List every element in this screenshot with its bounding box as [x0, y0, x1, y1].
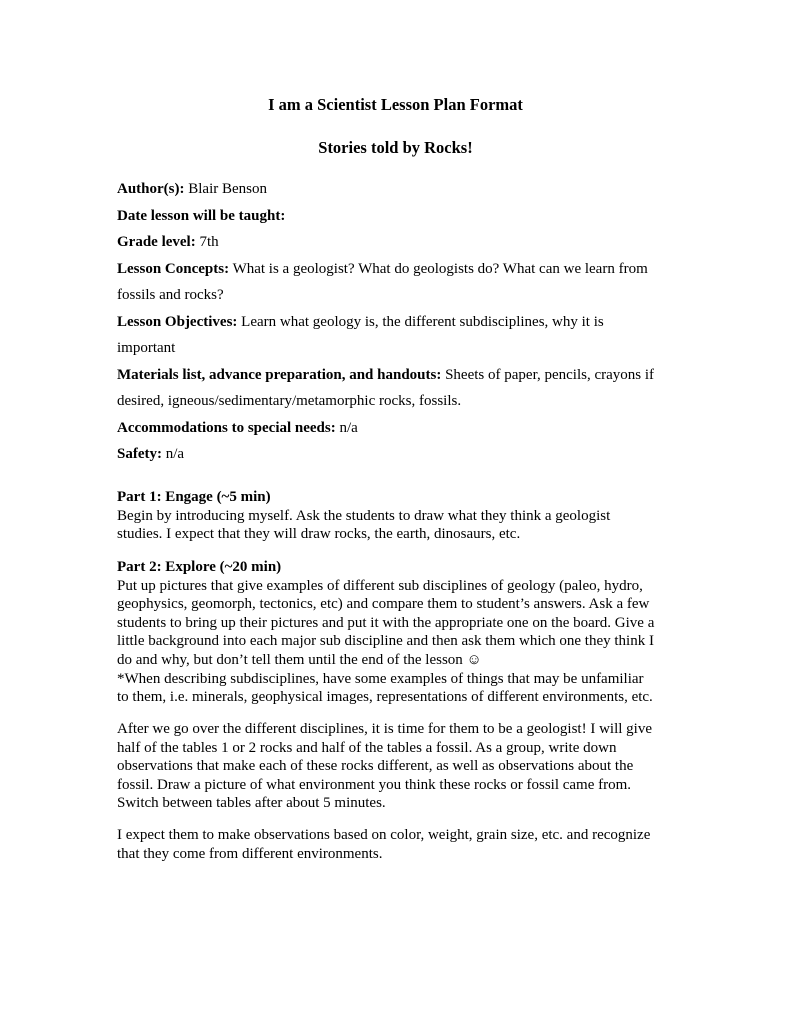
expectation-paragraph [117, 826, 677, 863]
paragraph-line: Begin by introducing myself. Ask the students to draw what they think a geologist [117, 507, 611, 524]
objectives-field [117, 309, 677, 336]
accommodations-label: Accommodations to special needs: [117, 419, 336, 436]
paragraph-line: fossil. Draw a picture of what environment you think these rocks or fossil came from. [117, 776, 632, 793]
accommodations-field [117, 415, 677, 442]
concepts-value-line2: fossils and rocks? [117, 287, 224, 303]
author-label: Author(s): [117, 181, 185, 197]
objectives-value-line2: important [117, 340, 176, 356]
paragraph-line: After we go over the different disciplines, it is time for them to be a geologist! I will give [117, 721, 653, 737]
paragraph-line: little background into each major sub discipline and then ask them which one they think I [117, 633, 654, 650]
paragraph-line: *When describing subdisciplines, have some examples of things that may be unfamiliar [117, 670, 644, 687]
date-label: Date lesson will be taught: [117, 207, 286, 224]
paragraph-line: I expect them to make observations based on color, weight, grain size, etc. and recognize [117, 827, 651, 843]
author-field [117, 176, 677, 203]
paragraph-line: observations that make each of these rocks different, as well as observations about the [117, 758, 634, 775]
materials-value-line1: Sheets of paper, pencils, crayons if [441, 366, 655, 383]
part1-heading: Part 1: Engage (~5 min) [117, 489, 271, 505]
safety-field [117, 441, 677, 468]
date-field [117, 203, 677, 230]
concepts-label: Lesson Concepts: [117, 260, 230, 277]
concepts-field [117, 256, 677, 283]
grade-label: Grade level: [117, 234, 196, 250]
paragraph-line: that they come from different environments. [117, 845, 383, 862]
lesson-fields [117, 176, 677, 468]
paragraph-line: to them, i.e. minerals, geophysical images, representations of different environments, etc. [117, 689, 653, 706]
paragraph-line: Put up pictures that give examples of different sub disciplines of geology (paleo, hydro, [117, 577, 643, 594]
grade-value: 7th [195, 234, 219, 250]
materials-label: Materials list, advance preparation, and handouts: [117, 366, 442, 383]
part2-heading: Part 2: Explore (~20 min) [117, 559, 282, 575]
materials-field-continued [117, 388, 677, 415]
materials-field [117, 362, 677, 389]
paragraph-line: Switch between tables after about 5 minutes. [117, 795, 386, 812]
safety-label: Safety: [117, 446, 162, 462]
part1-section [117, 488, 677, 544]
concepts-value-line1: What is a geologist? What do geologists do? What can we learn from [229, 260, 648, 277]
part2-section [117, 558, 677, 707]
accommodations-value: n/a [335, 419, 358, 436]
paragraph-line: studies. I expect that they will draw rocks, the earth, dinosaurs, etc. [117, 526, 521, 543]
objectives-field-continued [117, 335, 677, 362]
page-title: I am a Scientist Lesson Plan Format [268, 95, 523, 114]
activity-paragraph [117, 720, 677, 813]
materials-value-line2: desired, igneous/sedimentary/metamorphic rocks, fossils. [117, 393, 462, 409]
paragraph-line: do and why, but don’t tell them until the end of the lesson ☺ [117, 651, 482, 668]
paragraph-line: half of the tables 1 or 2 rocks and half of the tables a fossil. As a group, write down [117, 739, 617, 756]
grade-field [117, 229, 677, 256]
page-subtitle: Stories told by Rocks! [318, 138, 473, 157]
author-value: Blair Benson [184, 181, 267, 197]
objectives-label: Lesson Objectives: [117, 313, 238, 330]
paragraph-line: geophysics, geomorph, tectonics, etc) and compare them to student’s answers. Ask a few [117, 596, 650, 613]
safety-value: n/a [162, 446, 185, 462]
concepts-field-continued [117, 282, 677, 309]
paragraph-line: students to bring up their pictures and put it with the appropriate one on the board. Give a [117, 614, 655, 631]
objectives-value-line1: Learn what geology is, the different subdisciplines, why it is [237, 313, 604, 330]
